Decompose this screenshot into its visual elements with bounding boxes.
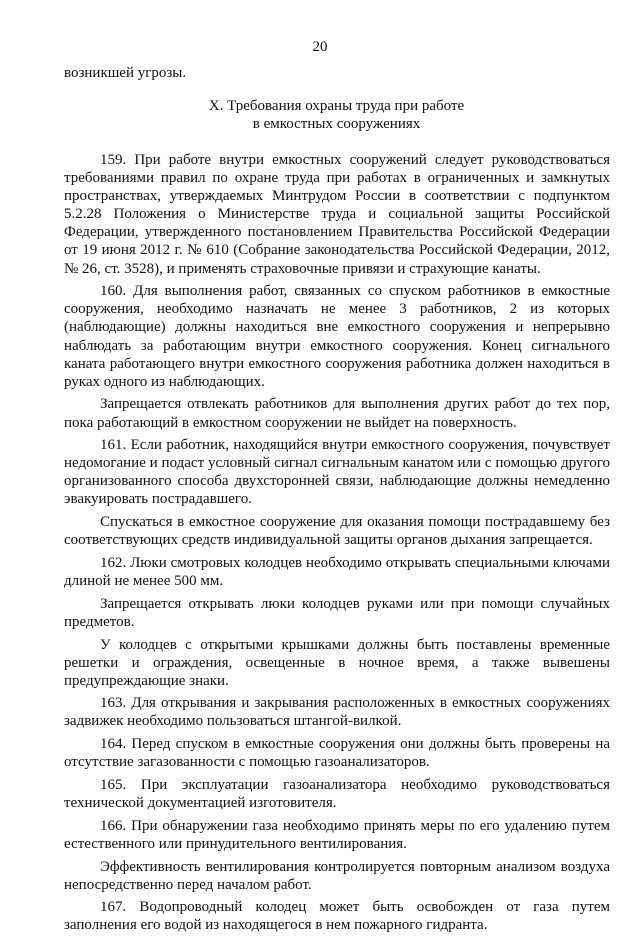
- paragraph-165: 165. При эксплуатации газоанализатора необходимо руководствоваться технической документацией изготовителя.: [64, 776, 610, 812]
- section-heading-line-2: в емкостных сооружениях: [252, 116, 421, 132]
- page-number: 20: [312, 39, 328, 55]
- paragraph-162-barriers: У колодцев с открытыми крышками должны быть поставлены временные решетки и ограждения, освещенные в ночное время, а также вывешены предупреждающие знаки.: [64, 636, 610, 689]
- continued-text: возникшей угрозы.: [64, 65, 187, 81]
- section-heading: [64, 97, 609, 133]
- paragraph-160-prohibition: Запрещается отвлекать работников для выполнения других работ до тех пор, пока работающий в емкостном сооружении не выйдет на поверхность.: [64, 396, 610, 431]
- document-body: [64, 151, 610, 939]
- section-heading-line-1: X. Требования охраны труда при работе: [208, 98, 465, 114]
- paragraph-162: 162. Люки смотровых колодцев необходимо открывать специальными ключами длиной не менее 500 мм.: [64, 554, 610, 590]
- paragraph-166-ventilation: Эффективность вентилирования контролируется повторным анализом воздуха непосредственно перед началом работ.: [64, 858, 610, 893]
- paragraph-164: 164. Перед спуском в емкостные сооружения они должны быть проверены на отсутствие загазованности с помощью газоанализаторов.: [64, 736, 610, 771]
- paragraph-161-prohibition: Спускаться в емкостное сооружение для оказания помощи пострадавшему без соответствующих средств индивидуальной защиты органов дыхания запрещается.: [64, 514, 610, 549]
- paragraph-163: 163. Для открывания и закрывания расположенных в емкостных сооружениях задвижек необходимо пользоваться штангой-вилкой.: [64, 695, 610, 730]
- paragraph-160: 160. Для выполнения работ, связанных со спуском работников в емкостные сооружения, необходимо назначать не менее 3 работников, 2 из которых (наблюдающие) должны находиться вне емкостного сооружения и непрерывно наблюдать за работающим внутри емкостного сооружения. Конец сигнального каната работающего внутри емкостного сооружения работника должен находиться в руках одного из наблюдающих.: [64, 283, 610, 390]
- paragraph-159: 159. При работе внутри емкостных сооружений следует руководствоваться требованиями правил по охране труда при работах в ограниченных и замкнутых пространствах, утверждаемых Минтрудом России в соответствии с подпунктом 5.2.28 Положения о Министерстве труда и социальной защиты Российской Федерации, утвержденного постановлением Правительства Российской Федерации от 19 июня 2012 г. № 610 (Собрание законодательства Российской Федерации, 2012, № 26, ст. 3528), и применять страховочные привязи и страхующие канаты.: [64, 152, 610, 277]
- paragraph-161: 161. Если работник, находящийся внутри емкостного сооружения, почувствует недомогание и подаст условный сигнал сигнальным канатом или с помощью другого организованного способа двухсторонней связи, наблюдающие должны немедленно эвакуировать пострадавшего.: [64, 437, 610, 508]
- paragraph-166: 166. При обнаружении газа необходимо принять меры по его удалению путем естественного или принудительного вентилирования.: [64, 817, 610, 852]
- paragraph-162-prohibition: Запрещается открывать люки колодцев руками или при помощи случайных предметов.: [64, 595, 610, 630]
- paragraph-167: 167. Водопроводный колодец может быть освобожден от газа путем заполнения его водой из находящегося в нем пожарного гидранта.: [64, 899, 610, 934]
